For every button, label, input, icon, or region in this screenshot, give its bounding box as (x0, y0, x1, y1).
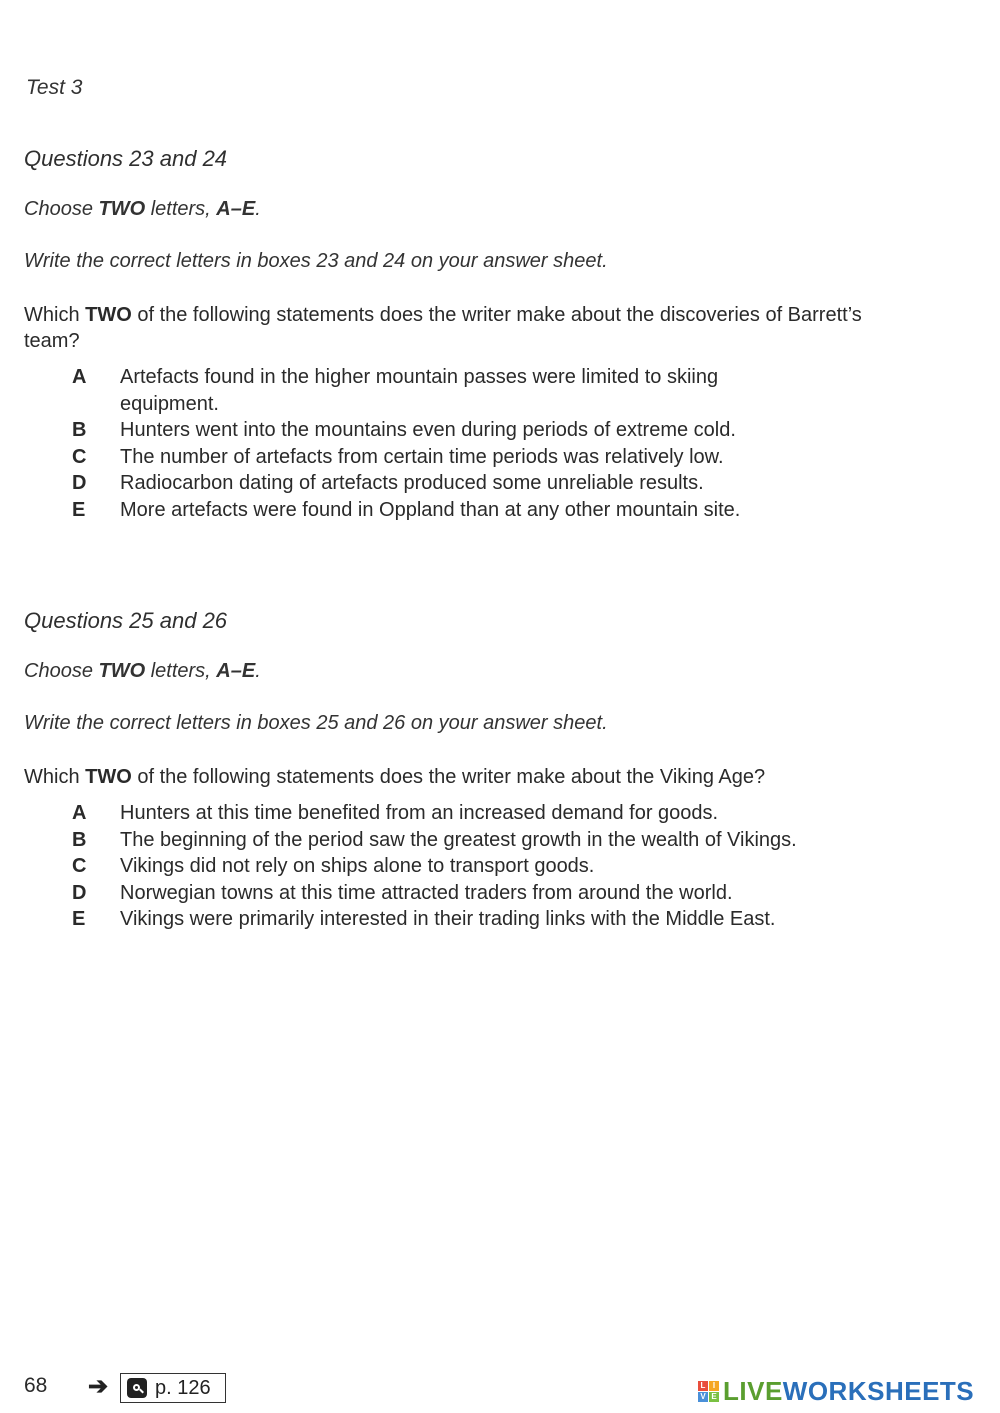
option-b (24, 417, 924, 444)
option-letter: D (72, 472, 87, 494)
option-text: More artefacts were found in Oppland than at any other mountain site. (120, 498, 741, 521)
write-instruction: Write the correct letters in boxes 25 and 26 on your answer sheet. (24, 712, 608, 734)
option-letter: C (72, 855, 87, 877)
page-number: 68 (24, 1374, 48, 1397)
option-letter: E (72, 498, 86, 521)
option-text: The number of artefacts from certain time periods was relatively low. (120, 445, 724, 468)
option-a (24, 364, 924, 417)
options-list (24, 800, 924, 933)
write-instruction: Write the correct letters in boxes 23 and 24 on your answer sheet. (24, 250, 608, 272)
option-letter: D (72, 881, 87, 904)
option-e (24, 906, 924, 933)
option-text: Artefacts found in the higher mountain passes were limited to skiing equipment. (120, 366, 719, 415)
option-e (24, 497, 924, 524)
option-text: Radiocarbon dating of artefacts produced some unreliable results. (120, 472, 704, 494)
option-letter: E (72, 908, 86, 930)
option-b (24, 827, 924, 854)
options-list (24, 364, 924, 523)
brand-name: LIVEWORKSHEETS (723, 1376, 975, 1406)
question-section-23-24 (24, 146, 924, 523)
option-d (24, 470, 924, 497)
option-text: Vikings were primarily interested in their trading links with the Middle East. (120, 908, 776, 930)
arrow-right-icon: ➔ (88, 1373, 109, 1400)
option-letter: C (72, 445, 87, 468)
reference-page: p. 126 (155, 1376, 211, 1399)
option-text: Hunters at this time benefited from an increased demand for goods. (120, 802, 719, 824)
liveworksheets-logo (698, 1376, 974, 1407)
choose-instruction: Choose TWO letters, A–E. (24, 198, 261, 220)
option-text: Hunters went into the mountains even during periods of extreme cold. (120, 419, 736, 441)
magnifier-icon (127, 1378, 147, 1398)
test-label: Test 3 (26, 76, 83, 99)
option-letter: A (72, 802, 87, 824)
option-text: Vikings did not rely on ships alone to transport goods. (120, 855, 595, 877)
section-heading: Questions 23 and 24 (24, 146, 228, 171)
question-prompt: Which TWO of the following statements does the writer make about the discoveries of Barrett’s team? (24, 304, 862, 352)
option-letter: A (72, 366, 87, 388)
option-a (24, 800, 924, 827)
option-d (24, 880, 924, 907)
answer-reference-box (120, 1373, 226, 1403)
option-text: The beginning of the period saw the greatest growth in the wealth of Vikings. (120, 828, 797, 851)
option-c (24, 444, 924, 471)
choose-instruction: Choose TWO letters, A–E. (24, 660, 261, 682)
option-letter: B (72, 419, 87, 441)
liveworksheets-mark-icon: L I V E (698, 1381, 719, 1402)
section-heading: Questions 25 and 26 (24, 608, 228, 633)
option-letter: B (72, 828, 87, 851)
question-prompt: Which TWO of the following statements does the writer make about the Viking Age? (24, 766, 766, 788)
option-text: Norwegian towns at this time attracted traders from around the world. (120, 881, 733, 904)
question-section-25-26 (24, 608, 924, 933)
option-c (24, 853, 924, 880)
